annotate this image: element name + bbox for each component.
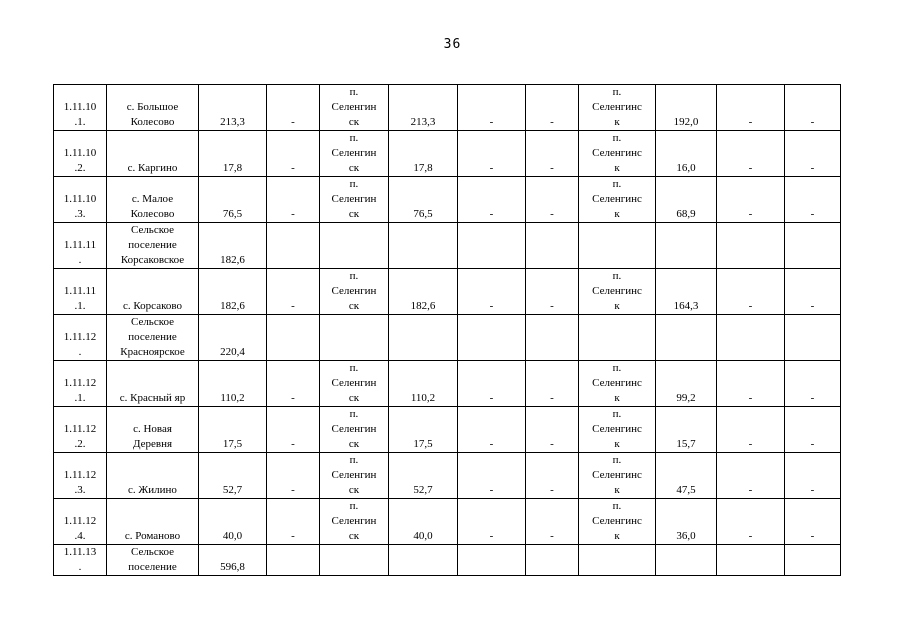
code-cell-line: .1. <box>74 300 86 312</box>
name-cell-line: Сельское <box>130 546 175 558</box>
code-cell-line: . <box>78 561 82 573</box>
code-cell-line: . <box>78 254 82 266</box>
name-cell <box>107 85 199 131</box>
name-cell-line: с. Большое <box>126 101 179 113</box>
name-cell <box>107 131 199 177</box>
dash-cell: - <box>267 453 320 499</box>
dash-cell: - <box>785 269 841 315</box>
name-cell <box>107 453 199 499</box>
code-cell <box>54 177 107 223</box>
dash-cell: - <box>267 131 320 177</box>
place-cell-line: к <box>614 530 620 542</box>
value-cell: 213,3 <box>389 85 458 131</box>
place-cell <box>320 407 389 453</box>
place-cell <box>579 407 656 453</box>
name-cell <box>107 499 199 545</box>
place-cell <box>579 177 656 223</box>
code-cell-line: .1. <box>74 392 86 404</box>
place-cell-line: ск <box>348 530 360 542</box>
dash-cell: - <box>526 499 579 545</box>
dash-cell <box>526 223 579 269</box>
dash-cell: - <box>717 453 785 499</box>
code-cell-line: 1.11.12 <box>63 423 97 435</box>
place-cell-line: Селенгинс <box>592 193 642 205</box>
dash-cell: - <box>717 177 785 223</box>
name-cell-line: с. Романово <box>124 530 181 542</box>
place-cell-line: п. <box>349 178 359 190</box>
code-cell <box>54 499 107 545</box>
code-cell <box>54 545 107 576</box>
dash-cell: - <box>526 361 579 407</box>
place-cell-line: Селенгин <box>331 423 377 435</box>
dash-cell: - <box>526 453 579 499</box>
place-cell-line: ск <box>348 162 360 174</box>
value-cell: 76,5 <box>389 177 458 223</box>
dash-cell: - <box>717 499 785 545</box>
code-cell-line: 1.11.13 <box>63 546 97 558</box>
place-cell-line: п. <box>349 454 359 466</box>
code-cell-line: 1.11.10 <box>63 193 97 205</box>
code-cell-line: .4. <box>74 530 86 542</box>
data-table <box>53 84 841 576</box>
name-cell-line: с. Жилино <box>128 484 177 496</box>
place-cell-line: п. <box>612 132 622 144</box>
dash-cell: - <box>717 361 785 407</box>
dash-cell: - <box>458 499 526 545</box>
value-cell: 16,0 <box>656 131 717 177</box>
place-cell-line: Селенгин <box>331 469 377 481</box>
place-cell-line: ск <box>348 208 360 220</box>
place-cell-line: п. <box>612 362 622 374</box>
dash-cell <box>785 545 841 576</box>
name-cell-line: поселение <box>128 561 177 573</box>
code-cell-line: .1. <box>74 116 86 128</box>
table-row <box>54 223 841 269</box>
code-cell-line: . <box>78 346 82 358</box>
place-cell <box>579 545 656 576</box>
value-cell <box>656 223 717 269</box>
value-cell: 596,8 <box>199 545 267 576</box>
place-cell <box>579 85 656 131</box>
dash-cell <box>458 315 526 361</box>
place-cell-line: Селенгинс <box>592 377 642 389</box>
place-cell-line: к <box>614 162 620 174</box>
value-cell: 17,8 <box>389 131 458 177</box>
place-cell-line: п. <box>349 500 359 512</box>
value-cell: 52,7 <box>199 453 267 499</box>
dash-cell: - <box>267 177 320 223</box>
name-cell-line: Красноярское <box>120 346 185 358</box>
place-cell <box>320 499 389 545</box>
place-cell-line: п. <box>612 86 622 98</box>
value-cell: 52,7 <box>389 453 458 499</box>
dash-cell: - <box>717 407 785 453</box>
dash-cell <box>458 223 526 269</box>
dash-cell <box>717 315 785 361</box>
code-cell-line: .3. <box>74 484 86 496</box>
place-cell-line: ск <box>348 116 360 128</box>
code-cell-line: .3. <box>74 208 86 220</box>
value-cell: 99,2 <box>656 361 717 407</box>
dash-cell: - <box>785 407 841 453</box>
value-cell <box>389 315 458 361</box>
dash-cell: - <box>267 361 320 407</box>
place-cell-line: Селенгин <box>331 193 377 205</box>
code-cell <box>54 361 107 407</box>
dash-cell: - <box>785 453 841 499</box>
place-cell <box>579 223 656 269</box>
name-cell <box>107 361 199 407</box>
table-row <box>54 177 841 223</box>
name-cell-line: Колесово <box>130 116 175 128</box>
name-cell-line: с. Каргино <box>127 162 178 174</box>
table-row <box>54 315 841 361</box>
value-cell: 15,7 <box>656 407 717 453</box>
place-cell-line: п. <box>349 132 359 144</box>
place-cell <box>320 131 389 177</box>
name-cell-line: поселение <box>128 239 177 251</box>
dash-cell: - <box>458 453 526 499</box>
place-cell-line: Селенгинс <box>592 285 642 297</box>
value-cell: 76,5 <box>199 177 267 223</box>
place-cell <box>579 315 656 361</box>
table-row <box>54 269 841 315</box>
code-cell-line: 1.11.12 <box>63 377 97 389</box>
place-cell-line: Селенгинс <box>592 147 642 159</box>
place-cell-line: к <box>614 392 620 404</box>
place-cell <box>320 85 389 131</box>
value-cell: 40,0 <box>389 499 458 545</box>
place-cell-line: п. <box>612 270 622 282</box>
dash-cell: - <box>267 269 320 315</box>
table-row <box>54 545 841 576</box>
code-cell <box>54 223 107 269</box>
place-cell <box>320 315 389 361</box>
place-cell-line: п. <box>349 408 359 420</box>
dash-cell: - <box>458 269 526 315</box>
code-cell-line: 1.11.11 <box>63 239 97 251</box>
code-cell-line: .2. <box>74 162 86 174</box>
dash-cell: - <box>785 177 841 223</box>
dash-cell: - <box>717 131 785 177</box>
value-cell: 36,0 <box>656 499 717 545</box>
dash-cell <box>458 545 526 576</box>
dash-cell: - <box>458 407 526 453</box>
name-cell-line: с. Малое <box>131 193 174 205</box>
place-cell-line: п. <box>612 500 622 512</box>
place-cell-line: к <box>614 208 620 220</box>
dash-cell <box>717 223 785 269</box>
place-cell-line: к <box>614 484 620 496</box>
place-cell-line: п. <box>349 86 359 98</box>
place-cell-line: п. <box>612 178 622 190</box>
place-cell-line: Селенгинс <box>592 101 642 113</box>
name-cell <box>107 223 199 269</box>
code-cell <box>54 131 107 177</box>
table-row <box>54 131 841 177</box>
value-cell <box>656 545 717 576</box>
dash-cell: - <box>526 131 579 177</box>
place-cell-line: п. <box>612 454 622 466</box>
place-cell-line: к <box>614 300 620 312</box>
dash-cell: - <box>267 85 320 131</box>
place-cell <box>320 545 389 576</box>
place-cell <box>579 499 656 545</box>
value-cell <box>389 223 458 269</box>
value-cell: 220,4 <box>199 315 267 361</box>
code-cell-line: 1.11.11 <box>63 285 97 297</box>
place-cell <box>579 269 656 315</box>
place-cell-line: ск <box>348 484 360 496</box>
dash-cell: - <box>458 85 526 131</box>
value-cell: 213,3 <box>199 85 267 131</box>
dash-cell: - <box>458 131 526 177</box>
dash-cell <box>267 545 320 576</box>
name-cell-line: Корсаковское <box>120 254 185 266</box>
name-cell-line: с. Новая <box>133 423 172 435</box>
dash-cell: - <box>526 177 579 223</box>
code-cell <box>54 269 107 315</box>
place-cell <box>320 177 389 223</box>
value-cell: 17,5 <box>389 407 458 453</box>
name-cell <box>107 315 199 361</box>
code-cell-line: .2. <box>74 438 86 450</box>
table-row <box>54 361 841 407</box>
name-cell-line: Сельское <box>130 224 175 236</box>
dash-cell: - <box>717 269 785 315</box>
table-row <box>54 499 841 545</box>
dash-cell <box>267 315 320 361</box>
code-cell-line: 1.11.10 <box>63 101 97 113</box>
place-cell <box>320 269 389 315</box>
value-cell: 182,6 <box>199 269 267 315</box>
code-cell <box>54 407 107 453</box>
place-cell-line: к <box>614 438 620 450</box>
page-number: 36 <box>443 37 462 52</box>
place-cell-line: п. <box>349 362 359 374</box>
place-cell-line: Селенгин <box>331 377 377 389</box>
place-cell <box>320 361 389 407</box>
place-cell-line: ск <box>348 392 360 404</box>
name-cell-line: с. Красный яр <box>119 392 186 404</box>
place-cell-line: к <box>614 116 620 128</box>
dash-cell <box>785 315 841 361</box>
code-cell <box>54 85 107 131</box>
place-cell-line: Селенгинс <box>592 469 642 481</box>
place-cell <box>579 453 656 499</box>
value-cell: 192,0 <box>656 85 717 131</box>
dash-cell: - <box>526 85 579 131</box>
value-cell <box>389 545 458 576</box>
dash-cell: - <box>785 361 841 407</box>
dash-cell <box>267 223 320 269</box>
table-row <box>54 85 841 131</box>
code-cell <box>54 453 107 499</box>
code-cell <box>54 315 107 361</box>
value-cell: 40,0 <box>199 499 267 545</box>
dash-cell <box>526 315 579 361</box>
value-cell: 68,9 <box>656 177 717 223</box>
table-row <box>54 407 841 453</box>
code-cell-line: 1.11.12 <box>63 469 97 481</box>
value-cell: 182,6 <box>389 269 458 315</box>
name-cell-line: Сельское <box>130 316 175 328</box>
value-cell: 164,3 <box>656 269 717 315</box>
code-cell-line: 1.11.10 <box>63 147 97 159</box>
value-cell: 47,5 <box>656 453 717 499</box>
value-cell: 17,8 <box>199 131 267 177</box>
place-cell-line: Селенгин <box>331 285 377 297</box>
dash-cell <box>785 223 841 269</box>
value-cell <box>656 315 717 361</box>
place-cell <box>320 223 389 269</box>
name-cell <box>107 177 199 223</box>
dash-cell: - <box>458 177 526 223</box>
dash-cell: - <box>526 269 579 315</box>
dash-cell <box>526 545 579 576</box>
name-cell-line: Колесово <box>130 208 175 220</box>
value-cell: 110,2 <box>389 361 458 407</box>
code-cell-line: 1.11.12 <box>63 515 97 527</box>
place-cell-line: Селенгин <box>331 515 377 527</box>
place-cell-line: ск <box>348 438 360 450</box>
name-cell <box>107 407 199 453</box>
place-cell <box>579 361 656 407</box>
place-cell-line: Селенгинс <box>592 423 642 435</box>
value-cell: 17,5 <box>199 407 267 453</box>
dash-cell: - <box>458 361 526 407</box>
table-body <box>54 85 841 576</box>
dash-cell: - <box>785 131 841 177</box>
place-cell-line: п. <box>612 408 622 420</box>
dash-cell: - <box>785 85 841 131</box>
dash-cell <box>717 545 785 576</box>
dash-cell: - <box>267 407 320 453</box>
place-cell-line: Селенгинс <box>592 515 642 527</box>
name-cell-line: Деревня <box>132 438 173 450</box>
place-cell-line: Селенгин <box>331 101 377 113</box>
place-cell-line: Селенгин <box>331 147 377 159</box>
name-cell <box>107 545 199 576</box>
dash-cell: - <box>526 407 579 453</box>
name-cell-line: с. Корсаково <box>123 300 182 312</box>
value-cell: 110,2 <box>199 361 267 407</box>
place-cell-line: п. <box>349 270 359 282</box>
name-cell-line: поселение <box>128 331 177 343</box>
value-cell: 182,6 <box>199 223 267 269</box>
place-cell-line: ск <box>348 300 360 312</box>
place-cell <box>320 453 389 499</box>
code-cell-line: 1.11.12 <box>63 331 97 343</box>
name-cell <box>107 269 199 315</box>
dash-cell: - <box>785 499 841 545</box>
dash-cell: - <box>717 85 785 131</box>
place-cell <box>579 131 656 177</box>
table-row <box>54 453 841 499</box>
dash-cell: - <box>267 499 320 545</box>
